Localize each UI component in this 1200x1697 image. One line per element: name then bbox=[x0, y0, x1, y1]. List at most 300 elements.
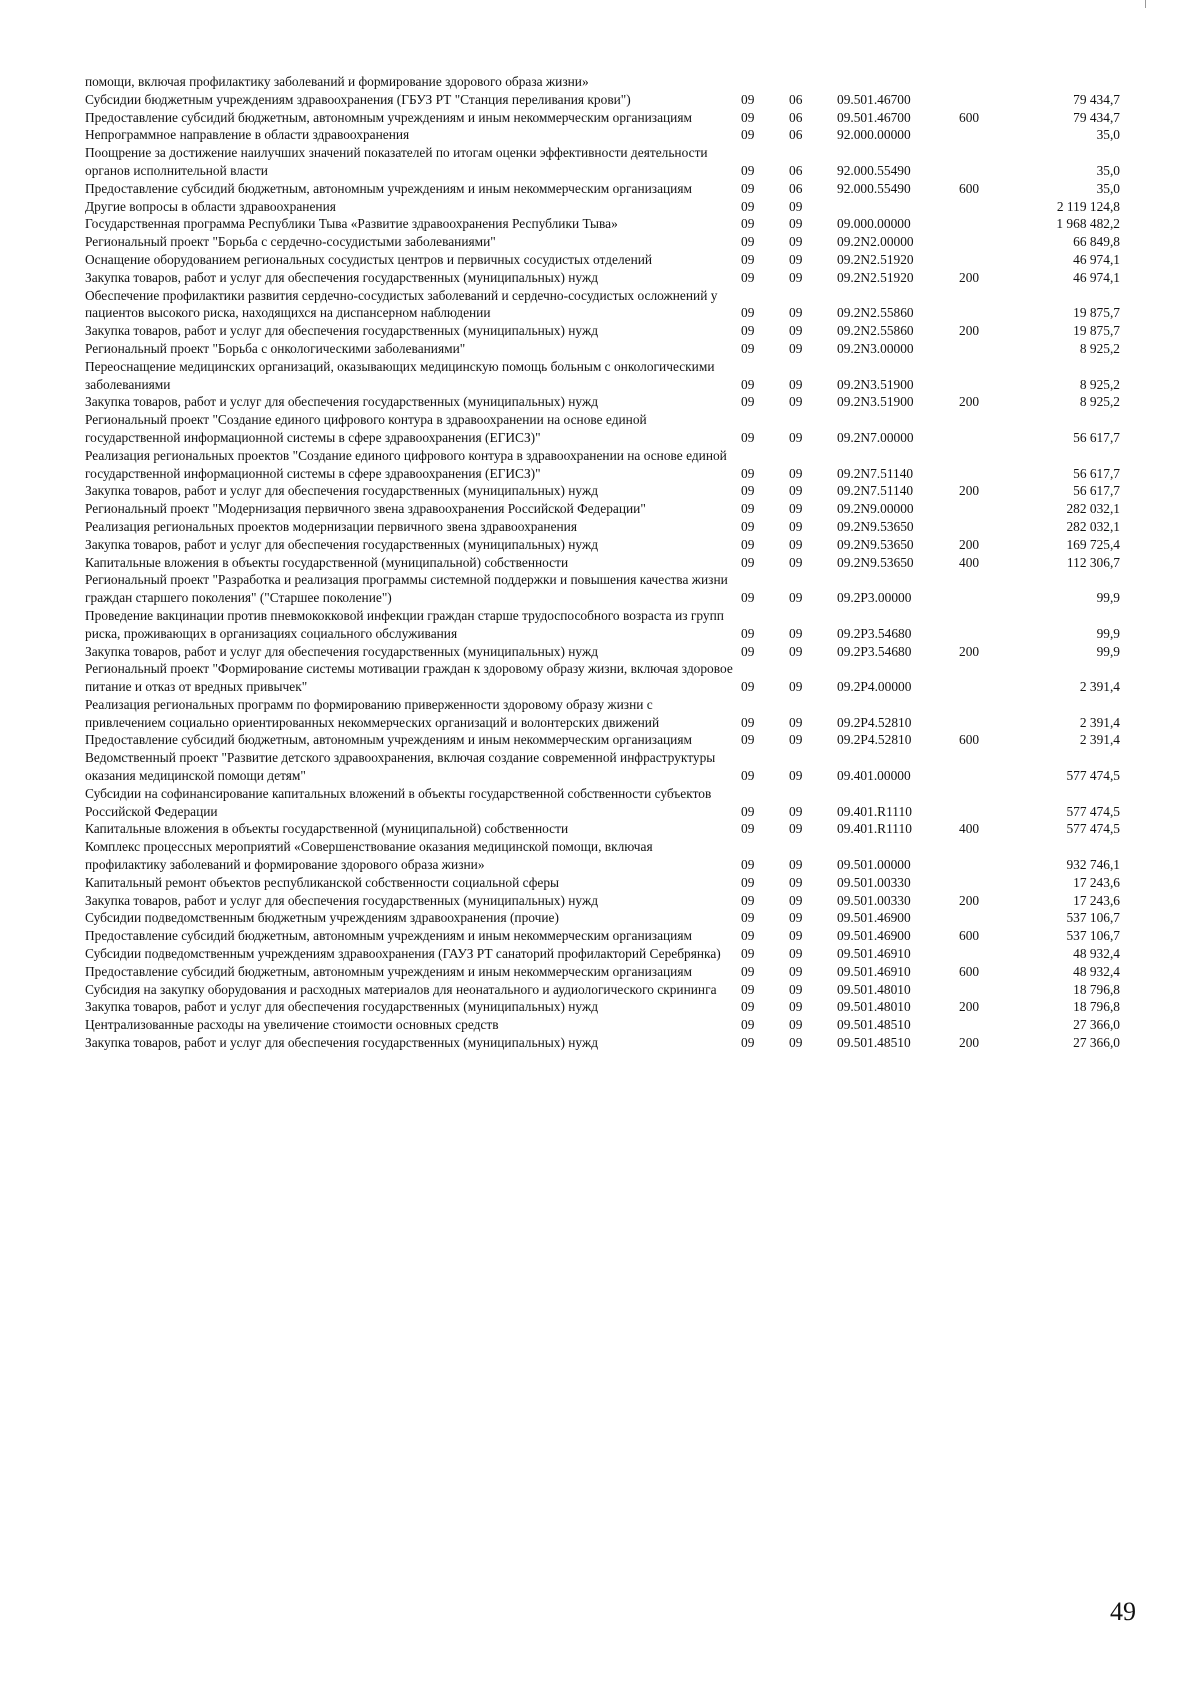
row-expense-type-code: 400 bbox=[959, 554, 980, 570]
row-amount: 56 617,7 bbox=[1073, 465, 1120, 481]
row-name: Реализация региональных проектов "Создание единого цифрового контура в здравоохранении на основе единой государственной информационной системы в сфере здравоохранения (ЕГИСЗ)" bbox=[85, 447, 727, 481]
row-name: Реализация региональных проектов модернизации первичного звена здравоохранения bbox=[85, 518, 577, 534]
row-subsection-code: 09 bbox=[789, 394, 803, 410]
table-row bbox=[85, 91, 1120, 109]
table-row bbox=[85, 927, 1120, 945]
row-amount: 19 875,7 bbox=[1073, 305, 1120, 321]
row-expense-type-code bbox=[959, 233, 1019, 251]
row-section-code: 09 bbox=[741, 216, 755, 232]
table-row bbox=[85, 518, 1120, 536]
row-subsection-code: 09 bbox=[789, 501, 803, 517]
table-row bbox=[85, 482, 1120, 500]
row-section-code: 09 bbox=[741, 198, 755, 214]
row-subsection-code bbox=[789, 73, 837, 91]
row-name: Региональный проект "Борьба с сердечно-сосудистыми заболеваниями" bbox=[85, 234, 496, 250]
row-name: Предоставление субсидий бюджетным, автономным учреждениям и иным некоммерческим организациям bbox=[85, 109, 692, 125]
row-name: Субсидии бюджетным учреждениям здравоохранения (ГБУЗ РТ "Станция переливания крови") bbox=[85, 91, 631, 107]
row-subsection-code: 09 bbox=[789, 803, 803, 819]
row-target-article-code: 09.2P3.54680 bbox=[837, 643, 912, 659]
row-subsection-code: 09 bbox=[789, 554, 803, 570]
row-subsection-code: 09 bbox=[789, 251, 803, 267]
row-amount: 27 366,0 bbox=[1073, 1017, 1120, 1033]
table-row bbox=[85, 945, 1120, 963]
table-row bbox=[85, 909, 1120, 927]
table-row bbox=[85, 536, 1120, 554]
row-target-article-code: 09.2N2.55860 bbox=[837, 305, 914, 321]
row-name: Поощрение за достижение наилучших значений показателей по итогам оценки эффективности деятельности органов исполнительной власти bbox=[85, 145, 708, 178]
row-subsection-code: 09 bbox=[789, 269, 803, 285]
row-section-code: 09 bbox=[741, 803, 755, 819]
row-section-code: 09 bbox=[741, 518, 755, 534]
row-expense-type-code: 200 bbox=[959, 643, 980, 659]
row-target-article-code: 09.401.R1110 bbox=[837, 821, 912, 837]
row-amount: 1 968 482,2 bbox=[1056, 216, 1120, 232]
row-expense-type-code: 200 bbox=[959, 999, 980, 1015]
row-section-code: 09 bbox=[741, 269, 755, 285]
row-target-article-code: 09.501.46700 bbox=[837, 91, 911, 107]
row-expense-type-code: 200 bbox=[959, 269, 980, 285]
row-target-article-code: 09.401.00000 bbox=[837, 768, 911, 784]
row-amount: 282 032,1 bbox=[1066, 501, 1120, 517]
row-amount: 18 796,8 bbox=[1073, 981, 1120, 997]
row-target-article-code: 09.2N9.53650 bbox=[837, 536, 914, 552]
row-section-code: 09 bbox=[741, 501, 755, 517]
row-name: Закупка товаров, работ и услуг для обеспечения государственных (муниципальных) нужд bbox=[85, 269, 599, 285]
row-target-article-code: 09.2P4.00000 bbox=[837, 679, 912, 695]
row-name: Реализация региональных программ по формированию приверженности здоровому образу жизни с привлечением социально ориентированных некоммерческих организаций и волонтерских движений bbox=[85, 696, 660, 730]
row-amount: 35,0 bbox=[1096, 180, 1120, 196]
budget-table bbox=[85, 73, 1120, 1052]
table-row bbox=[85, 358, 1120, 394]
row-expense-type-code bbox=[959, 500, 1019, 518]
table-row bbox=[85, 607, 1120, 643]
row-section-code: 09 bbox=[741, 234, 755, 250]
row-section-code: 09 bbox=[741, 679, 755, 695]
row-target-article-code bbox=[837, 73, 959, 91]
row-amount: 577 474,5 bbox=[1066, 821, 1120, 837]
row-amount: 282 032,1 bbox=[1066, 518, 1120, 534]
row-subsection-code: 06 bbox=[789, 91, 803, 107]
row-section-code: 09 bbox=[741, 127, 755, 143]
row-subsection-code: 09 bbox=[789, 216, 803, 232]
row-target-article-code: 92.000.00000 bbox=[837, 127, 911, 143]
row-section-code: 09 bbox=[741, 714, 755, 730]
row-amount: 35,0 bbox=[1096, 127, 1120, 143]
table-row bbox=[85, 322, 1120, 340]
row-name: Региональный проект "Создание единого цифрового контура в здравоохранении на основе единой государственной информационной системы в сфере здравоохранения (ЕГИСЗ)" bbox=[85, 412, 647, 445]
row-name: Закупка товаров, работ и услуг для обеспечения государственных (муниципальных) нужд bbox=[85, 483, 599, 499]
table-row bbox=[85, 126, 1120, 144]
table-row bbox=[85, 1034, 1120, 1052]
row-name: Региональный проект "Модернизация первичного звена здравоохранения Российской Федерации" bbox=[85, 501, 646, 517]
row-section-code: 09 bbox=[741, 928, 755, 944]
row-expense-type-code: 600 bbox=[959, 180, 980, 196]
row-section-code: 09 bbox=[741, 376, 755, 392]
row-expense-type-code: 600 bbox=[959, 732, 980, 748]
row-name: Закупка товаров, работ и услуг для обеспечения государственных (муниципальных) нужд bbox=[85, 892, 599, 908]
row-amount: 46 974,1 bbox=[1073, 251, 1120, 267]
row-amount: 17 243,6 bbox=[1073, 892, 1120, 908]
row-target-article-code: 92.000.55490 bbox=[837, 180, 911, 196]
row-expense-type-code bbox=[959, 215, 1019, 233]
row-target-article-code: 09.2N2.55860 bbox=[837, 323, 914, 339]
row-expense-type-code: 200 bbox=[959, 892, 980, 908]
row-amount: 932 746,1 bbox=[1066, 857, 1120, 873]
table-row bbox=[85, 411, 1120, 447]
row-subsection-code: 09 bbox=[789, 910, 803, 926]
row-subsection-code: 09 bbox=[789, 643, 803, 659]
row-name: Переоснащение медицинских организаций, оказывающих медицинскую помощь больным с онкологическими заболеваниями bbox=[85, 358, 715, 392]
row-name: Субсидия на закупку оборудования и расходных материалов для неонатального и аудиологического скрининга bbox=[85, 981, 717, 997]
row-name: Региональный проект "Формирование системы мотивации граждан к здоровому образу жизни, включая здоровое питание и отказ от вредных привычек" bbox=[85, 661, 733, 695]
row-expense-type-code: 200 bbox=[959, 323, 980, 339]
row-amount: 2 391,4 bbox=[1079, 714, 1120, 730]
row-target-article-code: 09.2N3.51900 bbox=[837, 376, 914, 392]
row-expense-type-code bbox=[959, 874, 1019, 892]
row-target-article-code: 09.501.48010 bbox=[837, 999, 911, 1015]
row-section-code: 09 bbox=[741, 429, 755, 445]
budget-table-body bbox=[85, 73, 1120, 1052]
row-name: Ведомственный проект "Развитие детского здравоохранения, включая создание современной инфраструктуры оказания медицинской помощи детям" bbox=[85, 750, 716, 784]
row-subsection-code: 09 bbox=[789, 679, 803, 695]
row-expense-type-code bbox=[959, 785, 1019, 821]
row-name: Комплекс процессных мероприятий «Совершенствование оказания медицинской помощи, включая профилактику заболеваний и формирование здорового образа жизни» bbox=[85, 839, 653, 873]
row-name: Проведение вакцинации против пневмококковой инфекции граждан старше трудоспособного возраста из групп риска, проживающих в организациях социального обслуживания bbox=[85, 607, 724, 641]
page-number: 49 bbox=[1110, 1597, 1136, 1626]
row-name: Закупка товаров, работ и услуг для обеспечения государственных (муниципальных) нужд bbox=[85, 536, 599, 552]
row-amount: 27 366,0 bbox=[1073, 1035, 1120, 1051]
row-name: Непрограммное направление в области здравоохранения bbox=[85, 127, 410, 143]
row-expense-type-code bbox=[959, 126, 1019, 144]
row-section-code: 09 bbox=[741, 536, 755, 552]
row-target-article-code: 09.2N2.00000 bbox=[837, 234, 914, 250]
row-target-article-code: 09.501.46910 bbox=[837, 963, 911, 979]
row-section-code: 09 bbox=[741, 251, 755, 267]
row-subsection-code: 09 bbox=[789, 1035, 803, 1051]
row-name: Закупка товаров, работ и услуг для обеспечения государственных (муниципальных) нужд bbox=[85, 323, 599, 339]
row-target-article-code: 09.501.46910 bbox=[837, 946, 911, 962]
row-target-article-code: 09.501.48510 bbox=[837, 1017, 911, 1033]
row-target-article-code: 09.2N9.53650 bbox=[837, 518, 914, 534]
table-row bbox=[85, 643, 1120, 661]
row-section-code: 09 bbox=[741, 643, 755, 659]
row-name: Закупка товаров, работ и услуг для обеспечения государственных (муниципальных) нужд bbox=[85, 394, 599, 410]
row-subsection-code: 09 bbox=[789, 857, 803, 873]
row-section-code: 09 bbox=[741, 340, 755, 356]
row-target-article-code: 09.2N7.51140 bbox=[837, 465, 914, 481]
row-amount: 19 875,7 bbox=[1073, 323, 1120, 339]
row-subsection-code: 09 bbox=[789, 732, 803, 748]
row-subsection-code: 06 bbox=[789, 180, 803, 196]
row-name: Субсидии на софинансирование капитальных вложений в объекты государственной собственности субъектов Российской Федерации bbox=[85, 785, 712, 819]
row-target-article-code: 09.501.46700 bbox=[837, 109, 911, 125]
row-name: Предоставление субсидий бюджетным, автономным учреждениям и иным некоммерческим организациям bbox=[85, 928, 692, 944]
row-name: Обеспечение профилактики развития сердечно-сосудистых заболеваний и сердечно-сосудистых осложнений у пациентов высокого риска, находящихся на диспансерном наблюдении bbox=[85, 287, 718, 321]
row-amount: 8 925,2 bbox=[1079, 340, 1120, 356]
row-amount: 2 391,4 bbox=[1079, 679, 1120, 695]
row-amount: 577 474,5 bbox=[1066, 803, 1120, 819]
row-target-article-code: 09.501.48010 bbox=[837, 981, 911, 997]
table-row bbox=[85, 820, 1120, 838]
row-subsection-code: 06 bbox=[789, 127, 803, 143]
row-amount: 537 106,7 bbox=[1066, 928, 1120, 944]
row-name: Предоставление субсидий бюджетным, автономным учреждениям и иным некоммерческим организациям bbox=[85, 963, 692, 979]
row-subsection-code: 09 bbox=[789, 999, 803, 1015]
row-target-article-code: 09.501.00330 bbox=[837, 892, 911, 908]
row-target-article-code: 09.2N7.51140 bbox=[837, 483, 914, 499]
row-expense-type-code bbox=[959, 749, 1019, 785]
row-section-code: 09 bbox=[741, 590, 755, 606]
table-row bbox=[85, 198, 1120, 216]
row-amount: 79 434,7 bbox=[1073, 91, 1120, 107]
row-target-article-code: 09.2N3.00000 bbox=[837, 340, 914, 356]
row-section-code: 09 bbox=[741, 768, 755, 784]
row-subsection-code: 09 bbox=[789, 305, 803, 321]
row-section-code: 09 bbox=[741, 554, 755, 570]
row-name: помощи, включая профилактику заболеваний и формирование здорового образа жизни» bbox=[85, 74, 589, 89]
row-amount: 2 119 124,8 bbox=[1056, 198, 1120, 214]
row-target-article-code: 09.501.46900 bbox=[837, 928, 911, 944]
row-expense-type-code: 600 bbox=[959, 963, 980, 979]
table-row bbox=[85, 109, 1120, 127]
table-row bbox=[85, 251, 1120, 269]
row-expense-type-code bbox=[959, 73, 1019, 91]
row-expense-type-code bbox=[959, 144, 1019, 180]
table-row bbox=[85, 1016, 1120, 1034]
row-expense-type-code: 200 bbox=[959, 536, 980, 552]
row-section-code: 09 bbox=[741, 981, 755, 997]
row-section-code: 09 bbox=[741, 821, 755, 837]
table-row bbox=[85, 998, 1120, 1016]
table-row bbox=[85, 981, 1120, 999]
row-target-article-code: 09.501.48510 bbox=[837, 1035, 911, 1051]
row-section-code: 09 bbox=[741, 483, 755, 499]
scan-mark bbox=[1145, 0, 1146, 8]
row-target-article-code: 09.501.46900 bbox=[837, 910, 911, 926]
row-expense-type-code bbox=[959, 287, 1019, 323]
table-row bbox=[85, 785, 1120, 821]
row-section-code: 09 bbox=[741, 874, 755, 890]
row-name: Региональный проект "Борьба с онкологическими заболеваниями" bbox=[85, 340, 466, 356]
table-row bbox=[85, 500, 1120, 518]
row-section-code: 09 bbox=[741, 109, 755, 125]
row-expense-type-code bbox=[959, 607, 1019, 643]
row-subsection-code: 09 bbox=[789, 340, 803, 356]
row-name: Субсидии подведомственным учреждениям здравоохранения (ГАУЗ РТ санаторий профилакторий Серебрянка) bbox=[85, 946, 721, 962]
row-name: Централизованные расходы на увеличение стоимости основных средств bbox=[85, 1017, 499, 1033]
row-section-code: 09 bbox=[741, 305, 755, 321]
row-subsection-code: 09 bbox=[789, 714, 803, 730]
row-subsection-code: 09 bbox=[789, 234, 803, 250]
table-row bbox=[85, 571, 1120, 607]
row-expense-type-code bbox=[959, 571, 1019, 607]
row-amount: 56 617,7 bbox=[1073, 429, 1120, 445]
row-subsection-code: 09 bbox=[789, 821, 803, 837]
table-row bbox=[85, 731, 1120, 749]
row-amount bbox=[1019, 73, 1120, 91]
row-target-article-code bbox=[837, 198, 959, 216]
row-amount: 48 932,4 bbox=[1073, 963, 1120, 979]
row-subsection-code: 09 bbox=[789, 981, 803, 997]
row-expense-type-code bbox=[959, 251, 1019, 269]
row-subsection-code: 09 bbox=[789, 1017, 803, 1033]
row-expense-type-code bbox=[959, 1016, 1019, 1034]
row-amount: 2 391,4 bbox=[1079, 732, 1120, 748]
row-target-article-code: 09.2P4.52810 bbox=[837, 732, 912, 748]
row-expense-type-code bbox=[959, 909, 1019, 927]
row-name: Оснащение оборудованием региональных сосудистых центров и первичных сосудистых отделений bbox=[85, 251, 653, 267]
table-row bbox=[85, 838, 1120, 874]
row-target-article-code: 09.2N3.51900 bbox=[837, 394, 914, 410]
table-row bbox=[85, 696, 1120, 732]
row-subsection-code: 09 bbox=[789, 963, 803, 979]
row-amount: 99,9 bbox=[1096, 643, 1120, 659]
row-section-code: 09 bbox=[741, 999, 755, 1015]
row-amount: 56 617,7 bbox=[1073, 483, 1120, 499]
row-subsection-code: 09 bbox=[789, 892, 803, 908]
row-section-code: 09 bbox=[741, 1017, 755, 1033]
row-subsection-code: 09 bbox=[789, 376, 803, 392]
row-subsection-code: 09 bbox=[789, 198, 803, 214]
row-amount: 48 932,4 bbox=[1073, 946, 1120, 962]
row-name: Государственная программа Республики Тыва «Развитие здравоохранения Республики Тыва» bbox=[85, 216, 618, 232]
row-section-code: 09 bbox=[741, 732, 755, 748]
row-amount: 8 925,2 bbox=[1079, 376, 1120, 392]
row-subsection-code: 09 bbox=[789, 518, 803, 534]
row-target-article-code: 09.2P3.54680 bbox=[837, 625, 912, 641]
row-section-code: 09 bbox=[741, 162, 755, 178]
row-subsection-code: 09 bbox=[789, 928, 803, 944]
row-section-code: 09 bbox=[741, 91, 755, 107]
row-expense-type-code: 200 bbox=[959, 483, 980, 499]
row-subsection-code: 09 bbox=[789, 768, 803, 784]
row-subsection-code: 09 bbox=[789, 874, 803, 890]
row-expense-type-code: 200 bbox=[959, 1035, 980, 1051]
row-subsection-code: 09 bbox=[789, 429, 803, 445]
table-row bbox=[85, 269, 1120, 287]
row-amount: 79 434,7 bbox=[1073, 109, 1120, 125]
row-subsection-code: 09 bbox=[789, 590, 803, 606]
row-section-code: 09 bbox=[741, 1035, 755, 1051]
row-target-article-code: 09.2N7.00000 bbox=[837, 429, 914, 445]
row-amount: 35,0 bbox=[1096, 162, 1120, 178]
row-name: Предоставление субсидий бюджетным, автономным учреждениям и иным некоммерческим организациям bbox=[85, 180, 692, 196]
table-row bbox=[85, 393, 1120, 411]
table-row bbox=[85, 340, 1120, 358]
row-section-code: 09 bbox=[741, 323, 755, 339]
row-name: Закупка товаров, работ и услуг для обеспечения государственных (муниципальных) нужд bbox=[85, 1035, 599, 1051]
row-name: Капитальные вложения в объекты государственной (муниципальной) собственности bbox=[85, 554, 569, 570]
row-subsection-code: 09 bbox=[789, 946, 803, 962]
row-target-article-code: 09.2N2.51920 bbox=[837, 269, 914, 285]
row-target-article-code: 09.2P3.00000 bbox=[837, 590, 912, 606]
table-row bbox=[85, 287, 1120, 323]
row-subsection-code: 09 bbox=[789, 536, 803, 552]
row-amount: 46 974,1 bbox=[1073, 269, 1120, 285]
row-section-code: 09 bbox=[741, 465, 755, 481]
row-section-code: 09 bbox=[741, 625, 755, 641]
row-expense-type-code bbox=[959, 358, 1019, 394]
row-target-article-code: 09.2N9.00000 bbox=[837, 501, 914, 517]
table-row bbox=[85, 215, 1120, 233]
row-section-code: 09 bbox=[741, 910, 755, 926]
row-amount: 66 849,8 bbox=[1073, 234, 1120, 250]
table-row bbox=[85, 749, 1120, 785]
row-expense-type-code bbox=[959, 838, 1019, 874]
row-expense-type-code bbox=[959, 660, 1019, 696]
row-amount: 169 725,4 bbox=[1066, 536, 1120, 552]
row-amount: 537 106,7 bbox=[1066, 910, 1120, 926]
table-row bbox=[85, 892, 1120, 910]
row-amount: 99,9 bbox=[1096, 590, 1120, 606]
row-expense-type-code bbox=[959, 91, 1019, 109]
row-section-code: 09 bbox=[741, 394, 755, 410]
row-amount: 18 796,8 bbox=[1073, 999, 1120, 1015]
row-expense-type-code bbox=[959, 945, 1019, 963]
row-target-article-code: 09.501.00000 bbox=[837, 857, 911, 873]
row-amount: 8 925,2 bbox=[1079, 394, 1120, 410]
row-expense-type-code bbox=[959, 411, 1019, 447]
row-name: Закупка товаров, работ и услуг для обеспечения государственных (муниципальных) нужд bbox=[85, 999, 599, 1015]
row-expense-type-code bbox=[959, 198, 1019, 216]
row-name: Предоставление субсидий бюджетным, автономным учреждениям и иным некоммерческим организациям bbox=[85, 732, 692, 748]
row-amount: 577 474,5 bbox=[1066, 768, 1120, 784]
row-expense-type-code: 600 bbox=[959, 928, 980, 944]
row-expense-type-code bbox=[959, 340, 1019, 358]
row-target-article-code: 09.2N9.53650 bbox=[837, 554, 914, 570]
table-row bbox=[85, 233, 1120, 251]
table-row bbox=[85, 144, 1120, 180]
row-subsection-code: 09 bbox=[789, 465, 803, 481]
table-row bbox=[85, 963, 1120, 981]
table-row bbox=[85, 874, 1120, 892]
row-subsection-code: 06 bbox=[789, 109, 803, 125]
row-name: Другие вопросы в области здравоохранения bbox=[85, 198, 336, 214]
row-expense-type-code bbox=[959, 447, 1019, 483]
row-name: Капитальные вложения в объекты государственной (муниципальной) собственности bbox=[85, 821, 569, 837]
table-row bbox=[85, 73, 1120, 91]
row-amount: 17 243,6 bbox=[1073, 874, 1120, 890]
row-subsection-code: 09 bbox=[789, 625, 803, 641]
row-section-code: 09 bbox=[741, 857, 755, 873]
row-subsection-code: 06 bbox=[789, 162, 803, 178]
row-target-article-code: 09.000.00000 bbox=[837, 216, 911, 232]
row-amount: 112 306,7 bbox=[1066, 554, 1120, 570]
row-target-article-code: 09.501.00330 bbox=[837, 874, 911, 890]
row-section-code: 09 bbox=[741, 963, 755, 979]
row-expense-type-code: 600 bbox=[959, 109, 980, 125]
row-name: Субсидии подведомственным бюджетным учреждениям здравоохранения (прочие) bbox=[85, 910, 559, 926]
table-row bbox=[85, 554, 1120, 572]
row-section-code: 09 bbox=[741, 180, 755, 196]
row-name: Региональный проект "Разработка и реализация программы системной поддержки и повышения качества жизни граждан старшего поколения" ("Старшее поколение") bbox=[85, 572, 728, 606]
row-subsection-code: 09 bbox=[789, 483, 803, 499]
row-expense-type-code bbox=[959, 981, 1019, 999]
table-row bbox=[85, 660, 1120, 696]
row-subsection-code: 09 bbox=[789, 323, 803, 339]
row-section-code: 09 bbox=[741, 946, 755, 962]
row-expense-type-code: 200 bbox=[959, 394, 980, 410]
row-target-article-code: 09.2N2.51920 bbox=[837, 251, 914, 267]
row-expense-type-code bbox=[959, 696, 1019, 732]
table-row bbox=[85, 447, 1120, 483]
row-amount: 99,9 bbox=[1096, 625, 1120, 641]
row-target-article-code: 09.401.R1110 bbox=[837, 803, 912, 819]
row-name: Капитальный ремонт объектов республиканской собственности социальной сферы bbox=[85, 874, 560, 890]
row-name: Закупка товаров, работ и услуг для обеспечения государственных (муниципальных) нужд bbox=[85, 643, 599, 659]
row-section-code bbox=[741, 73, 789, 91]
row-expense-type-code: 400 bbox=[959, 821, 980, 837]
